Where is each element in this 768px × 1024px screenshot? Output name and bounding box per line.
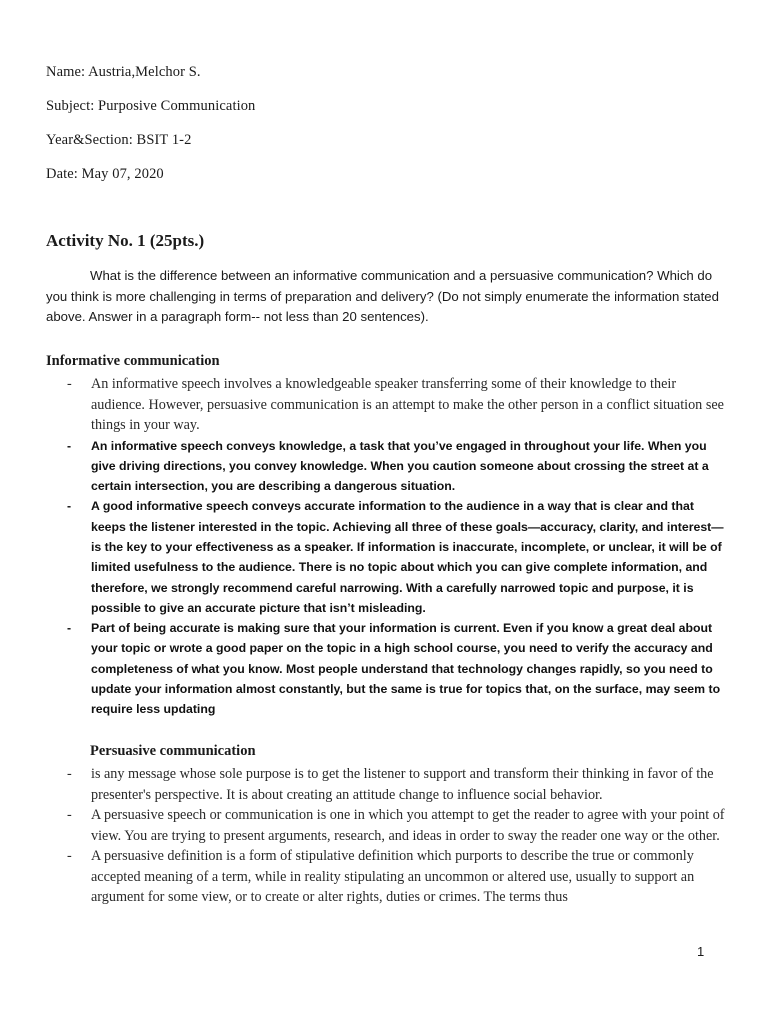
informative-heading: Informative communication — [46, 353, 220, 369]
list-item — [60, 846, 728, 908]
list-item-text: An informative speech involves a knowledgeable speaker transferring some of their knowledge to their audience. However, persuasive communication is an attempt to make the other person in a conflict situation see things in your way. — [91, 376, 724, 433]
year-section-line: Year&Section: BSIT 1-2 — [46, 132, 192, 148]
student-name: Name: Austria,Melchor S. — [46, 64, 201, 80]
bullet-dash: - — [67, 438, 72, 453]
bullet-dash: - — [67, 848, 72, 864]
list-item — [60, 805, 728, 846]
list-item-text: A good informative speech conveys accurate information to the audience in a way that is clear and that keeps the listener interested in the topic. Achieving all three of these goals—accuracy, clarity, and interest—is the key to your effectiveness as a speaker. If information is inaccurate, incomplete, or unclear, it will be of limited usefulness to the audience. There is no topic about which you can give complete information, and therefore, we strongly recommend careful narrowing. With a carefully narrowed topic and purpose, it is possible to give an accurate picture that isn’t misleading. — [91, 499, 724, 615]
bullet-dash: - — [67, 807, 72, 823]
page-number: 1 — [697, 944, 705, 959]
list-item — [60, 374, 728, 436]
bullet-dash: - — [67, 766, 72, 782]
list-item — [60, 618, 728, 719]
list-item-text: is any message whose sole purpose is to get the listener to support and transform their thinking in favor of the presenter's perspective. It is about creating an attitude change to influence social behavior. — [91, 766, 714, 803]
list-item — [60, 764, 728, 805]
list-item-text: An informative speech conveys knowledge, a task that you’ve engaged in throughout your life. When you give driving directions, you convey knowledge. When you caution someone about crossing the street at a certain intersection, you are describing a dangerous situation. — [91, 438, 709, 494]
bullet-dash: - — [67, 621, 72, 636]
bullet-dash: - — [67, 376, 72, 392]
subject-line: Subject: Purposive Communication — [46, 98, 256, 114]
activity-title: Activity No. 1 (25pts.) — [46, 231, 205, 250]
date-line: Date: May 07, 2020 — [46, 166, 164, 182]
list-item — [60, 436, 728, 497]
list-item-text: Part of being accurate is making sure that your information is current. Even if you know a great deal about your topic or wrote a good paper on the topic in a high school course, you need to verify the accuracy and completeness of what you know. Most people understand that technology changes rapidly, so you need to update your information almost constantly, but the same is true for topics that, on the surface, may seem to require less updating — [91, 621, 721, 717]
bullet-dash: - — [67, 499, 72, 514]
list-item — [60, 496, 728, 618]
persuasive-heading: Persuasive communication — [90, 743, 256, 759]
list-item-text: A persuasive definition is a form of stipulative definition which purports to describe the true or commonly accepted meaning of a term, while in reality stipulating an uncommon or altered use, usually to support an argument for some view, or to create or alter rights, duties or crimes. The terms thus — [91, 848, 695, 905]
activity-prompt — [46, 266, 726, 328]
list-item-text: A persuasive speech or communication is one in which you attempt to get the reader to agree with your point of view. You are trying to present arguments, research, and ideas in order to sway the reader one way or the other. — [91, 807, 725, 844]
activity-prompt-text: What is the difference between an informative communication and a persuasive communication? Which do you think is more challenging in terms of preparation and delivery? (Do not simply enumerate the information stated above. Answer in a paragraph form-- not less than 20 sentences). — [46, 268, 719, 324]
persuasive-list — [60, 764, 728, 908]
informative-list — [60, 374, 728, 720]
